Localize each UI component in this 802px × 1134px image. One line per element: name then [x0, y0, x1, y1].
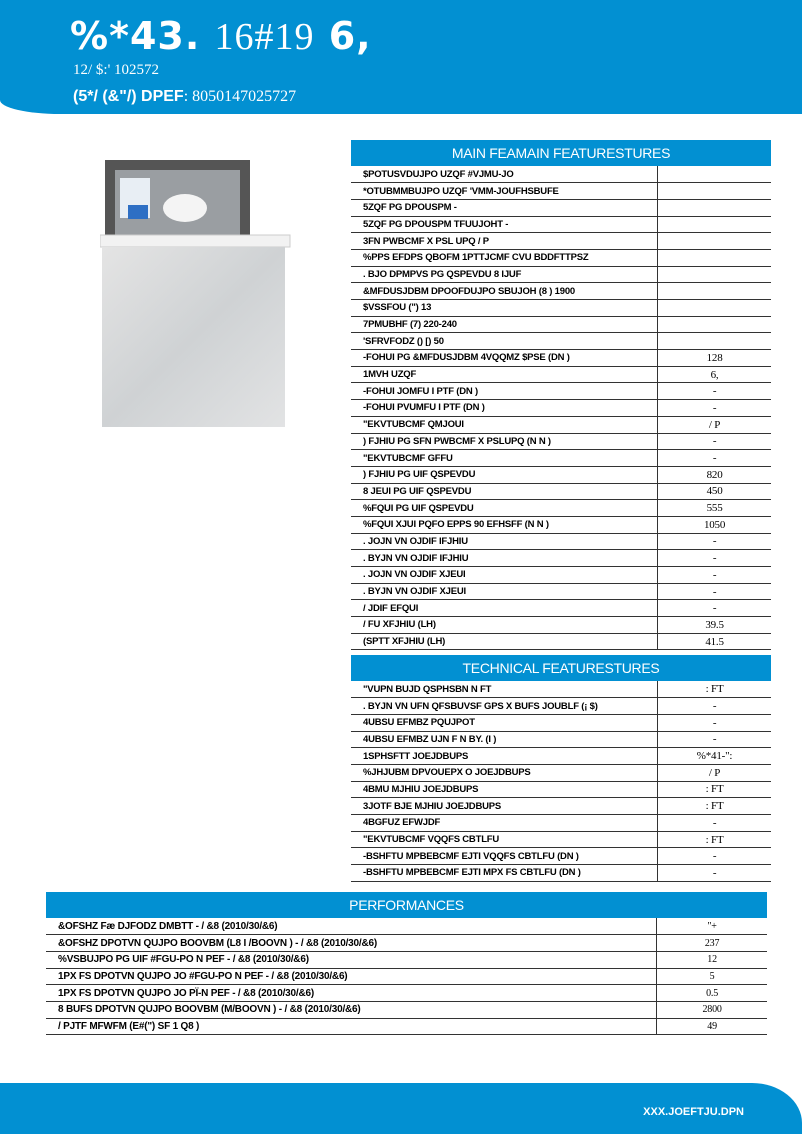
table-row — [351, 600, 771, 617]
row-value: - — [658, 400, 771, 417]
table-row — [351, 848, 771, 865]
performances-table — [46, 892, 767, 1035]
row-label: 4UBSU EFMBZ PQUJPOT — [351, 714, 658, 731]
row-label: -BSHFTU MPBEBCMF EJTI VQQFS CBTLFU (DN ) — [351, 848, 658, 865]
table-row — [351, 300, 771, 317]
row-label: 1PX FS DPOTVN QUJPO JO PÏ-N PEF - / &8 (2010/30/&6) — [46, 985, 657, 1002]
table-row — [351, 350, 771, 367]
row-label: %VSBUJPO PG UIF #FGU-PO N PEF - / &8 (2010/30/&6) — [46, 951, 657, 968]
row-value: - — [658, 550, 771, 567]
row-value: : FT — [658, 781, 771, 798]
row-label: . BJO DPMPVS PG QSPEVDU 8 IJUF — [351, 266, 658, 283]
row-label: &OFSHZ DPOTVN QUJPO BOOVBM (L8 I /BOOVN ) - / &8 (2010/30/&6) — [46, 935, 657, 952]
row-label: %FQUI PG UIF QSPEVDU — [351, 500, 658, 517]
row-label: $POTUSVDUJPO UZQF #VJMU-JO — [351, 166, 658, 183]
row-value: - — [658, 698, 771, 715]
website-link[interactable]: XXX.JOEFTJU.DPN — [643, 1106, 744, 1118]
row-label: 3FN PWBCMF X PSL UPQ / P — [351, 233, 658, 250]
table-row — [351, 781, 771, 798]
row-label: ) FJHIU PG SFN PWBCMF X PSLUPQ (N N ) — [351, 433, 658, 450]
row-label: 8 BUFS DPOTVN QUJPO BOOVBM (M/BOOVN ) - / &8 (2010/30/&6) — [46, 1001, 657, 1018]
row-value: 49 — [657, 1018, 767, 1035]
row-value — [658, 199, 771, 216]
row-value: - — [658, 567, 771, 584]
table-row — [351, 550, 771, 567]
row-label: 7PMUBHF (7) 220-240 — [351, 316, 658, 333]
row-label: "EKVTUBCMF QMJOUI — [351, 416, 658, 433]
table-row — [351, 764, 771, 781]
row-label: &MFDUSJDBM DPOOFDUJPO SBUJOH (8 ) 1900 — [351, 283, 658, 300]
table-row — [46, 1001, 767, 1018]
row-value: - — [658, 848, 771, 865]
table-row — [351, 865, 771, 882]
table-row — [351, 433, 771, 450]
row-label: (SPTT XFJHIU (LH) — [351, 633, 658, 650]
row-value: - — [658, 815, 771, 832]
row-value — [658, 166, 771, 183]
row-label: / JDIF EFQUI — [351, 600, 658, 617]
row-label: 1PX FS DPOTVN QUJPO JO #FGU-PO N PEF - / &8 (2010/30/&6) — [46, 968, 657, 985]
row-value: - — [658, 583, 771, 600]
row-label: 'SFRVFODZ () [) 50 — [351, 333, 658, 350]
row-value: 39.5 — [658, 617, 771, 634]
table-row — [351, 815, 771, 832]
row-value — [658, 216, 771, 233]
table-row — [351, 617, 771, 634]
row-value: 0.5 — [657, 985, 767, 1002]
row-value: / P — [658, 764, 771, 781]
main-features-table — [351, 140, 771, 650]
row-value: 2800 — [657, 1001, 767, 1018]
row-value: : FT — [658, 681, 771, 698]
table-row — [46, 935, 767, 952]
table-row — [46, 985, 767, 1002]
row-label: *OTUBMMBUJPO UZQF 'VMM-JOUFHSBUFE — [351, 183, 658, 200]
table-row — [351, 633, 771, 650]
row-value: / P — [658, 416, 771, 433]
row-label: 3JOTF BJE MJHIU JOEJDBUPS — [351, 798, 658, 815]
table-row — [351, 416, 771, 433]
row-label: %JHJUBM DPVOUEPX O JOEJDBUPS — [351, 764, 658, 781]
row-label: 5ZQF PG DPOUSPM TFUUJOHT - — [351, 216, 658, 233]
row-label: . BYJN VN OJDIF IFJHIU — [351, 550, 658, 567]
table-row — [351, 516, 771, 533]
row-value — [658, 300, 771, 317]
product-code: 12/ $:' 102572 — [73, 62, 160, 78]
row-label: "EKVTUBCMF VQQFS CBTLFU — [351, 831, 658, 848]
table-row — [351, 466, 771, 483]
row-value: 1050 — [658, 516, 771, 533]
row-label: 5ZQF PG DPOUSPM - — [351, 199, 658, 216]
performances-heading: PERFORMANCES — [46, 892, 767, 918]
row-label: . BYJN VN OJDIF XJEUI — [351, 583, 658, 600]
row-label: -FOHUI JOMFU I PTF (DN ) — [351, 383, 658, 400]
row-label: 4UBSU EFMBZ UJN F N BY. (I ) — [351, 731, 658, 748]
row-label: -FOHUI PVUMFU I PTF (DN ) — [351, 400, 658, 417]
main-features-heading: MAIN FEAMAIN FEATURESTURES — [351, 140, 771, 166]
title-brand: %*43. — [70, 14, 201, 58]
row-label: / FU XFJHIU (LH) — [351, 617, 658, 634]
row-value: 6, — [658, 366, 771, 383]
row-value: : FT — [658, 831, 771, 848]
table-row — [351, 249, 771, 266]
table-row — [46, 1018, 767, 1035]
row-value: 450 — [658, 483, 771, 500]
gtin-code — [73, 88, 296, 106]
row-value: - — [658, 450, 771, 467]
table-row — [351, 183, 771, 200]
row-label: . JOJN VN OJDIF IFJHIU — [351, 533, 658, 550]
row-label: "EKVTUBCMF GFFU — [351, 450, 658, 467]
row-label: %PPS EFDPS QBOFM 1PTTJCMF CVU BDDFTTPSZ — [351, 249, 658, 266]
table-row — [351, 166, 771, 183]
row-label: 8 JEUI PG UIF QSPEVDU — [351, 483, 658, 500]
table-row — [351, 583, 771, 600]
row-label: / PJTF MFWFM (E#(") SF 1 Q8 ) — [46, 1018, 657, 1035]
row-value: - — [658, 600, 771, 617]
row-value: - — [658, 433, 771, 450]
row-value — [658, 183, 771, 200]
row-value: 820 — [658, 466, 771, 483]
table-row — [351, 233, 771, 250]
table-row — [351, 748, 771, 765]
row-value: - — [658, 533, 771, 550]
gtin-label: (5*/ (&"/) DPEF — [73, 88, 184, 105]
table-row — [351, 199, 771, 216]
row-label: 4BGFUZ EFWJDF — [351, 815, 658, 832]
row-value: 41.5 — [658, 633, 771, 650]
title-suffix: 6, — [328, 14, 372, 58]
table-row — [351, 316, 771, 333]
row-label: 1SPHSFTT JOEJDBUPS — [351, 748, 658, 765]
table-row — [351, 333, 771, 350]
row-label: 4BMU MJHIU JOEJDBUPS — [351, 781, 658, 798]
row-value: 12 — [657, 951, 767, 968]
row-label: . JOJN VN OJDIF XJEUI — [351, 567, 658, 584]
table-row — [351, 731, 771, 748]
table-row — [351, 266, 771, 283]
table-row — [351, 533, 771, 550]
row-label: %FQUI XJUI PQFO EPPS 90 EFHSFF (N N ) — [351, 516, 658, 533]
table-row — [351, 366, 771, 383]
row-value: - — [658, 731, 771, 748]
table-row — [46, 951, 767, 968]
row-label: -BSHFTU MPBEBCMF EJTI MPX FS CBTLFU (DN ) — [351, 865, 658, 882]
table-row — [351, 383, 771, 400]
row-label: -FOHUI PG &MFDUSJDBM 4VQQMZ $PSE (DN ) — [351, 350, 658, 367]
footer-band — [0, 1083, 802, 1134]
row-value: 128 — [658, 350, 771, 367]
table-row — [46, 918, 767, 935]
dishwasher-image — [100, 150, 310, 435]
row-value: - — [658, 714, 771, 731]
title-model: 16#19 — [214, 16, 315, 58]
table-row — [351, 450, 771, 467]
row-value: - — [658, 383, 771, 400]
row-value: - — [658, 865, 771, 882]
table-row — [351, 483, 771, 500]
row-value: %*41-": — [658, 748, 771, 765]
table-row — [351, 798, 771, 815]
row-label: ) FJHIU PG UIF QSPEVDU — [351, 466, 658, 483]
row-value — [658, 266, 771, 283]
table-row — [351, 500, 771, 517]
table-row — [351, 698, 771, 715]
row-label: $VSSFOU (") 13 — [351, 300, 658, 317]
technical-features-table — [351, 655, 771, 882]
table-row — [351, 400, 771, 417]
row-label: "VUPN BUJD QSPHSBN N FT — [351, 681, 658, 698]
table-row — [351, 681, 771, 698]
row-label: . BYJN VN UFN QFSBUVSF GPS X BUFS JOUBLF (¡ $) — [351, 698, 658, 715]
header-band — [0, 0, 802, 114]
table-row — [351, 714, 771, 731]
row-value: 5 — [657, 968, 767, 985]
table-row — [351, 831, 771, 848]
row-value — [658, 283, 771, 300]
table-row — [351, 567, 771, 584]
row-value — [658, 233, 771, 250]
product-title — [70, 14, 372, 59]
row-value: : FT — [658, 798, 771, 815]
gtin-value: : 8050147025727 — [183, 88, 297, 105]
row-value: 555 — [658, 500, 771, 517]
table-row — [46, 968, 767, 985]
row-value — [658, 333, 771, 350]
technical-features-heading: TECHNICAL FEATURESTURES — [351, 655, 771, 681]
row-label: 1MVH UZQF — [351, 366, 658, 383]
row-label: &OFSHZ Fæ DJFODZ DMBTT - / &8 (2010/30/&6) — [46, 918, 657, 935]
row-value: 237 — [657, 935, 767, 952]
row-value: "+ — [657, 918, 767, 935]
row-value — [658, 249, 771, 266]
table-row — [351, 283, 771, 300]
row-value — [658, 316, 771, 333]
table-row — [351, 216, 771, 233]
